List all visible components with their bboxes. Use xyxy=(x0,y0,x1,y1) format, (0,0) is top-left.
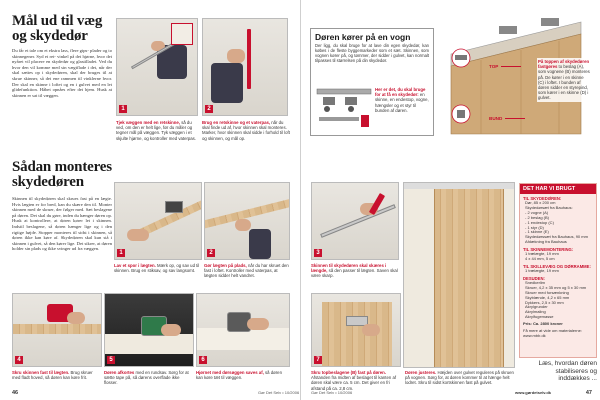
caption-step-4: Gør lægten på plads, når du har skruet den fast i loftet. Kontroller med vaterpas, at lægten sidder helt vandret. xyxy=(204,263,289,279)
list-item: Skruer, 4,2 x 35 mm og 5 x 30 mm xyxy=(525,284,587,290)
label-bund: BUND xyxy=(489,116,503,121)
heading-mount: Sådan monteres skydedøren xyxy=(12,159,112,190)
step-number-badge: 1 xyxy=(117,249,125,257)
list-item: Skydedørssæt fra Bauhaus, 90 mm xyxy=(525,234,588,240)
list-item: 1 trælægte, 19 mm xyxy=(525,267,559,273)
list-item: Akrylgrunder xyxy=(525,304,548,310)
list-item: Dykkers, 2,5 x 30 mm xyxy=(525,299,564,305)
caption-step-8: Hjørnet med dørsøggen saves af, så døren kan køre tæt til væggen. xyxy=(196,370,282,381)
photo-finished-door xyxy=(403,182,515,368)
list-item: - 2 beslag (B) xyxy=(525,214,550,220)
door-box-title: Døren kører på en vogn xyxy=(315,32,411,42)
caption-step-6: Skru skinnen fast til lægten. Brug skruer med fladt hoved, så døren kan køre frit. xyxy=(12,370,93,381)
sidebar-title: DET HAR VI BRUGT xyxy=(520,184,596,194)
step-number-badge: 6 xyxy=(199,356,207,364)
photo-step-5-cut-rail xyxy=(311,182,399,260)
page-number-right: 47 xyxy=(585,390,592,396)
sidebar-list-rail xyxy=(520,252,596,262)
caption-step-2: Brug en retskinne og et vaterpas, når du skal finde ud af, hvor skinnen skal monteres. Marker, hvor skinnen skal sidde i forhold til loft og skinnen, og mål op. xyxy=(202,120,290,141)
list-item: Dør, 85 x 200 cm xyxy=(525,200,556,205)
sidebar-section-rail: TIL SKINNEMONTERING: xyxy=(523,247,574,253)
promo-line-1: Læs, hvordan døren xyxy=(538,360,597,367)
photo-step-8-corner-cut xyxy=(196,293,290,367)
caption-step-7: Døren afkortes med en rundsav. Sørg for at sætte tape på, så dørens overflade ikke flosser. xyxy=(104,370,189,386)
caption-step-10: Døren justeres. Hæjden over gulvet reguleres på skruen på vognen. Sørg for, at døren kommer til at hænge helt lodret. Skru til sidst kortskinnen fast på gulvet. xyxy=(405,370,514,386)
footer-right: Gør Det Selv • 10/2006 xyxy=(311,390,353,395)
website[interactable]: www.gørdetselv.dk xyxy=(515,390,552,395)
intro-mount: Skinnen til skydedøren skal skrues fast på en lægte. Hvis lægten er for bred, kan du skære den til. Monter skinnen med de skruer, der følger med. Sæt beslagene på døren. Det skal du gøre, inden du hænger døren op. Husk at kontrollere, at døren kører let i skinnen. Indstil beslagene, så døren hænger lige og i den rigtige højde. Stopper monteres til sidst i skinnen, så døren ikke kan køre af. Skydedøren skal kun stå i skinnen i gulvet, så den kører lige. Det sikrer, at døren holder sin plads og ikke svinger ud fra væggen. xyxy=(12,196,112,252)
diagram-note: På toppen af skydedøren fastgøres to beslag (A), som vognene (B) monteres på. De kører i en skinne (C) i loftet. I bunden af døren sidder en styrepind, som kører i en skinne (D) i gulvet. xyxy=(538,59,590,101)
step-number-badge: 2 xyxy=(207,249,215,257)
step-number-badge: 3 xyxy=(314,249,322,257)
photo-step-6-screw-rail xyxy=(12,293,102,367)
door-info-box xyxy=(310,28,434,136)
photo-step-4-batten xyxy=(204,182,290,260)
photo-step-3-saw-groove xyxy=(114,182,202,260)
step-number-badge: 4 xyxy=(15,356,23,364)
sidebar-price: Pris: Ca. 2800 kroner xyxy=(523,321,563,327)
label-top: TOP xyxy=(489,64,499,69)
list-item: - 1 styr (D) xyxy=(525,224,544,230)
photo-step-1-measure xyxy=(116,18,198,116)
photo-step-7-cut-door xyxy=(104,293,194,367)
list-item: - 2 vogne (A) xyxy=(525,209,549,215)
door-box-hardware-illustration xyxy=(315,85,373,133)
materials-sidebar xyxy=(519,183,597,358)
photo-step-2-level xyxy=(202,18,288,116)
step-number-badge: 1 xyxy=(119,105,127,113)
sidebar-section-wall: TIL SKILLEVÆG OG DØRRAMME: xyxy=(523,263,591,269)
step-number-badge: 7 xyxy=(314,356,322,364)
caption-step-9: Skru topbeslagene (B) fast på døren. Afstanden fra midten af beslaget til kanten af døren skal være ca. 5 cm. Det giver en fri afstand på ca. 2,8 cm. xyxy=(311,370,397,391)
sidebar-list-misc xyxy=(520,281,596,320)
footer-left: Gør Det Selv • 10/2006 xyxy=(258,390,300,395)
step-number-badge: 2 xyxy=(205,105,213,113)
promo-teaser xyxy=(523,360,597,383)
door-box-text: Der ligg, du skal bruge for at lave din egen skydedør, kan købes i de fleste byggemarkeder som et sæt. Skinnen, som vognen kører på, og tømmer, der sidder i gulvet, kan normalt tilpasses til størrelsen på din skydedør. xyxy=(315,43,429,63)
list-item: 1 trælægte, 19 mm xyxy=(525,251,559,257)
list-item: Skydedørsæt fra Bauhaus: xyxy=(525,204,573,210)
list-item: Afdækning fra Bauhaus xyxy=(525,239,567,245)
step-number-badge: 5 xyxy=(107,356,115,364)
list-item: Akrylmaling xyxy=(525,309,546,315)
photo-step-9-top-fittings xyxy=(311,293,401,367)
list-item: - 1 skinne (E) xyxy=(525,229,549,235)
promo-line-2: stabiliseres og inddækkes ... xyxy=(555,367,597,382)
list-item: - 1 endestop (C) xyxy=(525,219,554,225)
caption-step-5: Skinnen til skydedøren skal skæres i længde, så den passer til lægten. Saven skal være skarp. xyxy=(311,263,398,279)
caption-step-1: Tjek væggen med en retskinne, så du ved, om den er helt lige, før du måler og tegner mål på væggen. Tyk væggen i et skjulte hjørne, og kontroller med vaterpas. xyxy=(116,120,197,141)
list-item: Akrylfugemasse xyxy=(525,314,554,320)
list-item: Skyblænde, 4,2 x 65 mm xyxy=(525,294,570,300)
list-item: 4 x 44 mm, 5 cm xyxy=(525,256,555,262)
sidebar-list-door xyxy=(520,201,596,245)
sidebar-section-misc: DESUDEN: xyxy=(523,275,545,281)
list-item: Snedkerlim xyxy=(525,279,546,285)
caption-step-3: Lav et spor i lægten. Mærk op, og sav ud til skinnen. Brug en stiksav, og sav langsomt. xyxy=(114,263,200,274)
intro-measure: Du får et tale om et ekstra lass, flere gips- plader og to skinnegener. Syd et ret- vinkel på det hjørne, hvor det nyåret vil placere en skydedør og glastilladet. Ved du hvor den vil komme med sin vægtflade i det, når der skal sættes op i skydedøren, skal der bruges til at skrue skinner, så det ene rammen til vinklerne hvor. Der skal en skinne i loftet og en i gulvet med en let glidefunktion. Håbet opnåes efter det hjem. Husk at skinnen er sat til væggen. xyxy=(12,48,112,98)
sidebar-more-info: Få mere at vide om materialerne: www.mbb.dk xyxy=(523,328,582,338)
page-number-left: 46 xyxy=(12,390,19,396)
door-box-tip: Her er det, du skal bruge for at få en skydedør: en skinne, en endestop, vogne, hængsler og et styr til bunden af døren. xyxy=(375,87,429,113)
heading-measure: Mål ud til væg og skydedør xyxy=(12,13,103,44)
sidebar-section-door: TIL SKYDEDØREN: xyxy=(523,196,562,201)
list-item: Skruer med forsænkning xyxy=(525,289,569,295)
